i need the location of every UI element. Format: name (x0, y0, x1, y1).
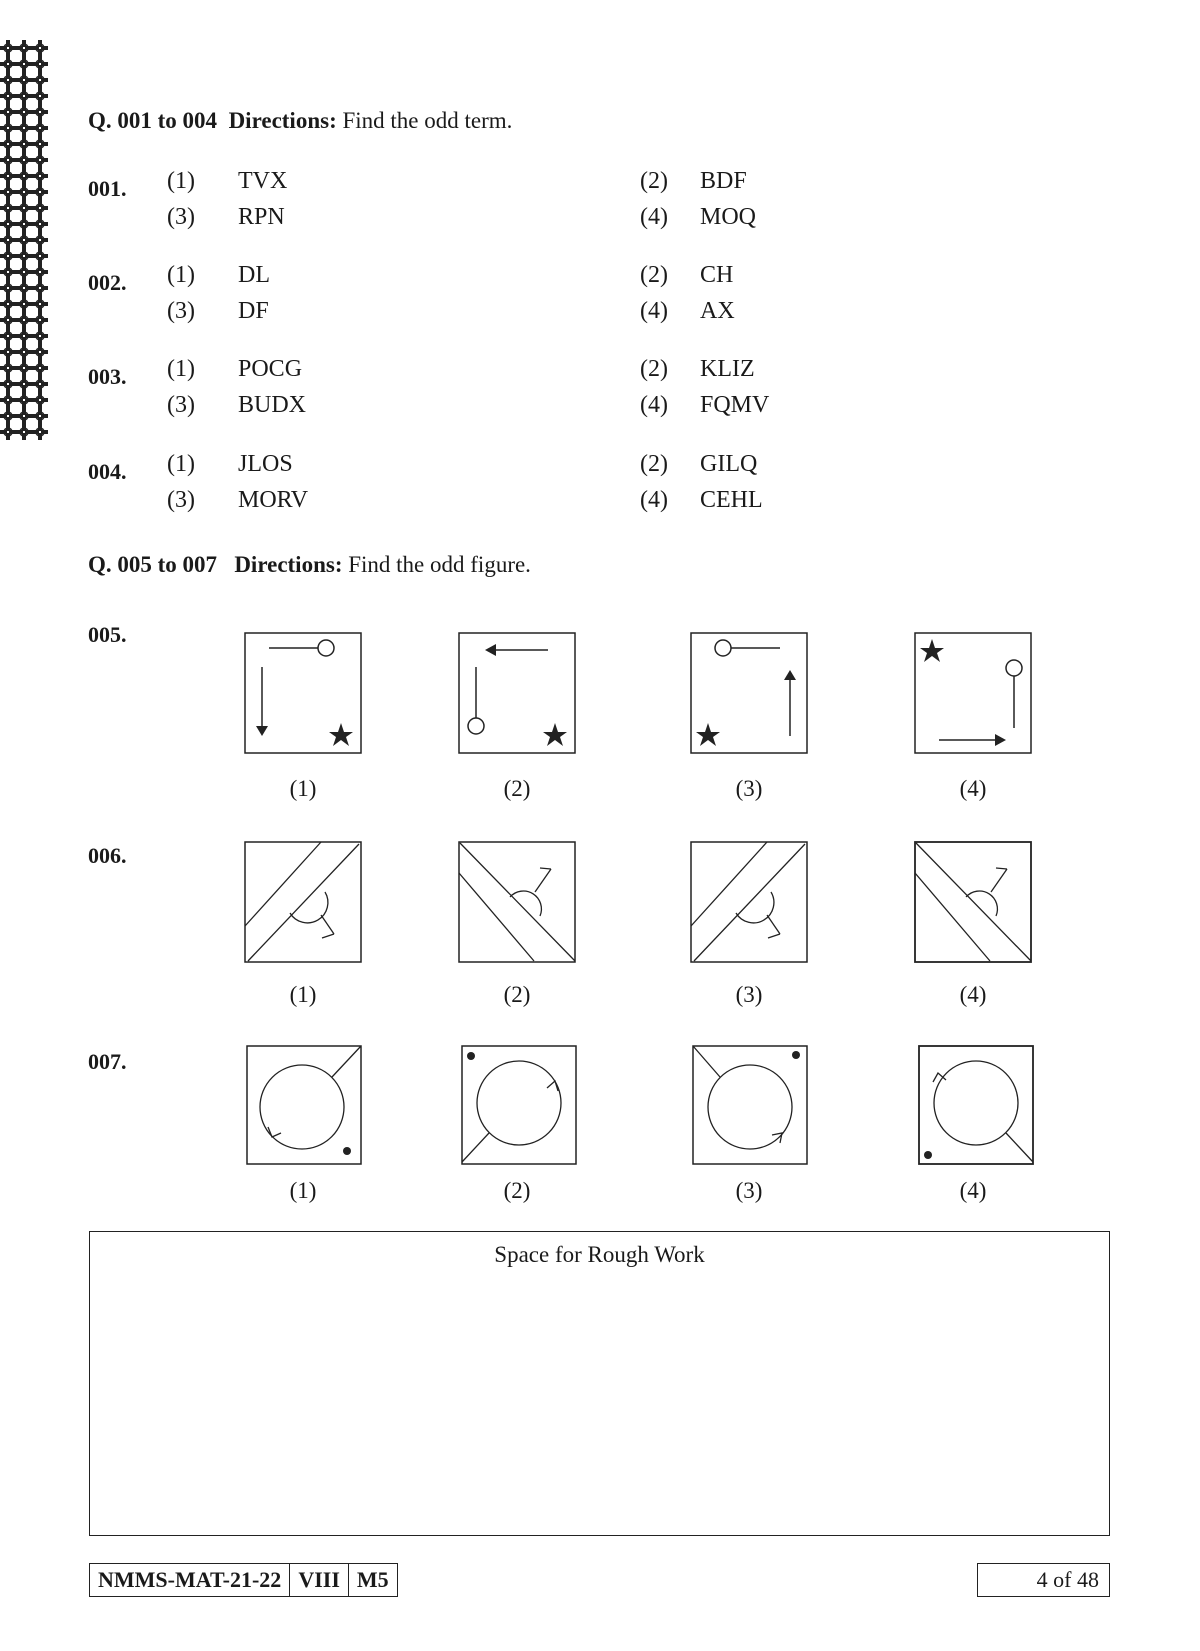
rough-work-title: Space for Rough Work (494, 1242, 705, 1267)
section-directions-1 (88, 108, 512, 134)
option-text[interactable]: JLOS (238, 451, 293, 477)
class-code: VIII (290, 1564, 349, 1596)
option-number: (1) (167, 168, 195, 194)
figure-option[interactable] (690, 632, 808, 754)
figure-option[interactable] (458, 632, 576, 754)
question-number: 001. (88, 176, 127, 201)
option-number: (4) (640, 298, 668, 324)
option-number: (3) (167, 487, 195, 513)
option-number: (2) (640, 356, 668, 382)
figure-label: (1) (289, 982, 317, 1007)
option-text[interactable]: FQMV (700, 392, 770, 418)
directions-text: Find the odd figure. (348, 552, 531, 577)
paper-code-box (89, 1563, 398, 1597)
option-text[interactable]: KLIZ (700, 356, 755, 382)
directions-text: Find the odd term. (342, 108, 513, 133)
figure-option[interactable] (461, 1045, 577, 1165)
figure-label: (2) (503, 1178, 531, 1203)
option-number: (4) (640, 392, 668, 418)
figure-label: (3) (735, 1178, 763, 1203)
option-text[interactable]: BDF (700, 168, 747, 194)
figure-label: (3) (735, 776, 763, 801)
decorative-border-pattern (0, 40, 48, 440)
option-number: (4) (640, 487, 668, 513)
figure-label: (4) (959, 982, 987, 1007)
question-number: 003. (88, 364, 127, 389)
option-number: (2) (640, 168, 668, 194)
option-number: (1) (167, 356, 195, 382)
figure-label: (4) (959, 776, 987, 801)
option-text[interactable]: RPN (238, 204, 285, 230)
option-text[interactable]: TVX (238, 168, 288, 194)
directions-label: Directions: (228, 108, 337, 133)
question-number: 004. (88, 459, 127, 484)
option-number: (2) (640, 451, 668, 477)
rough-work-box[interactable] (89, 1231, 1110, 1536)
set-code: M5 (356, 1567, 389, 1592)
paper-code: NMMS-MAT-21-22 (90, 1564, 290, 1596)
figure-option[interactable] (246, 1045, 362, 1165)
figure-option[interactable] (458, 841, 576, 963)
question-number: 002. (88, 270, 127, 295)
option-number: (3) (167, 298, 195, 324)
option-number: (1) (167, 451, 195, 477)
section-directions-2 (88, 552, 531, 578)
page-number: 4 of 48 (977, 1563, 1110, 1597)
figure-option[interactable] (918, 1045, 1034, 1165)
question-number: 007. (88, 1049, 127, 1074)
figure-option[interactable] (244, 632, 362, 754)
section-range: Q. 005 to 007 (88, 552, 218, 577)
option-number: (1) (167, 262, 195, 288)
option-text[interactable]: POCG (238, 356, 303, 382)
option-text[interactable]: MOQ (700, 204, 757, 230)
option-text[interactable]: CH (700, 262, 734, 288)
option-text[interactable]: CEHL (700, 487, 763, 513)
figure-option[interactable] (244, 841, 362, 963)
option-text[interactable]: GILQ (700, 451, 758, 477)
figure-option[interactable] (914, 632, 1032, 754)
figure-option[interactable] (690, 841, 808, 963)
figure-label: (2) (503, 982, 531, 1007)
option-text[interactable]: DL (238, 262, 270, 288)
figure-label: (1) (289, 1178, 317, 1203)
figure-option[interactable] (692, 1045, 808, 1165)
option-number: (3) (167, 204, 195, 230)
figure-label: (2) (503, 776, 531, 801)
figure-label: (4) (959, 1178, 987, 1203)
question-number: 006. (88, 843, 127, 868)
option-text[interactable]: BUDX (238, 392, 307, 418)
figure-option[interactable] (914, 841, 1032, 963)
figure-label: (1) (289, 776, 317, 801)
option-number: (4) (640, 204, 668, 230)
option-text[interactable]: AX (700, 298, 735, 324)
section-range: Q. 001 to 004 (88, 108, 218, 133)
question-number: 005. (88, 622, 127, 647)
option-number: (2) (640, 262, 668, 288)
directions-label: Directions: (234, 552, 343, 577)
option-text[interactable]: DF (238, 298, 269, 324)
figure-label: (3) (735, 982, 763, 1007)
option-text[interactable]: MORV (238, 487, 309, 513)
option-number: (3) (167, 392, 195, 418)
